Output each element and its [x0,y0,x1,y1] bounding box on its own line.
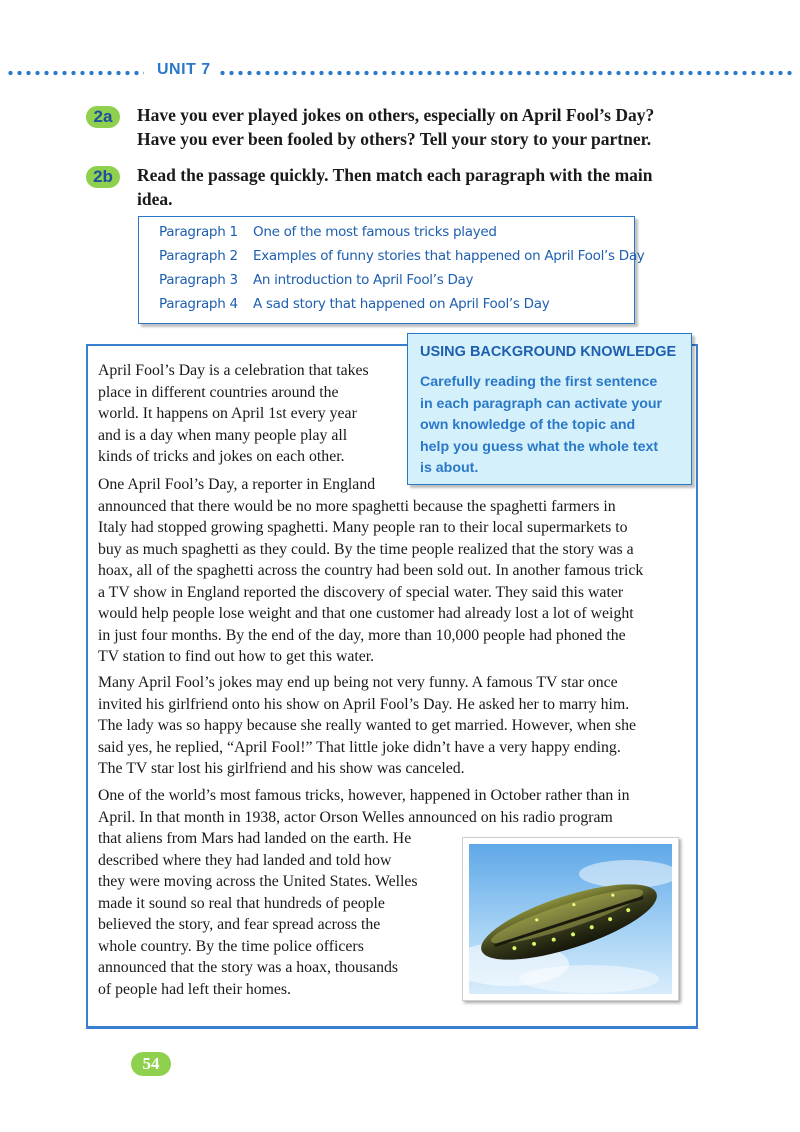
task-badge-2b: 2b [86,166,120,188]
passage-paragraph-2 [98,474,643,668]
passage-line: world. It happens on April 1st every year [98,405,357,422]
passage-line: The TV star lost his girlfriend and his show was canceled. [98,760,465,777]
match-paragraph-label: Paragraph 4 [159,296,238,312]
passage-line: that aliens from Mars had landed on the earth. He [98,830,412,847]
passage-line: of people had left their homes. [98,980,292,998]
passage-line: April. In that month in 1938, actor Orson Welles announced on his radio program [98,808,613,826]
passage-line: believed the story, and fear spread across the [98,916,381,933]
tip-line: Carefully reading the first sentence [420,374,658,390]
ufo-picture [469,844,672,994]
match-row [159,248,645,272]
passage-line: kinds of tricks and jokes on each other. [98,448,345,465]
passage-line: a TV show in England reported the discovery of special water. They said this water [98,583,624,601]
task-2a-text [137,103,717,151]
passage-line: would help people lose weight and that one customer had already lost a lot of weight [98,605,634,622]
passage-line: made it sound so real that hundreds of people [98,894,385,912]
passage-line: The lady was so happy because she really wanted to get married. However, when she [98,717,637,734]
tip-body [420,372,685,480]
passage-line: Many April Fool’s jokes may end up being not very funny. A famous TV star once [98,674,618,691]
passage-line: One April Fool’s Day, a reporter in England [98,476,376,493]
passage-line: announced that the story was a hoax, thousands [98,959,399,976]
unit-title: UNIT 7 [157,61,211,78]
task-badge-2a: 2a [86,106,120,128]
ufo-illustration [462,837,679,1001]
passage-line: buy as much spaghetti as they could. By the time people realized that the story was a [98,540,634,558]
passage-paragraph-1 [98,360,369,468]
passage-paragraph-3 [98,672,636,780]
match-idea: One of the most famous tricks played [253,224,497,240]
passage-line: whole country. By the time police officers [98,937,364,955]
tip-line: help you guess what the whole text [420,438,659,455]
passage-line: place in different countries around the [98,383,339,401]
match-idea: A sad story that happened on April Fool’s Day [253,296,550,312]
task-2b-text [137,163,717,211]
passage-line: April Fool’s Day is a celebration that takes [98,362,369,379]
tip-title: USING BACKGROUND KNOWLEDGE [420,344,677,360]
header-dots-left [6,70,144,76]
match-row [159,224,497,248]
passage-line: announced that there would be no more spaghetti because the spaghetti farmers in [98,497,616,515]
passage-line: in just four months. By the end of the day, more than 10,000 people had phoned the [98,626,626,644]
passage-line: described where they had landed and told how [98,851,392,869]
passage-line: Italy had stopped growing spaghetti. Many people ran to their local supermarkets to [98,519,628,536]
passage-line: One of the world’s most famous tricks, however, happened in October rather than in [98,787,630,804]
page-number: 54 [131,1052,171,1076]
task-2b-line: idea. [137,189,173,209]
match-table [138,216,645,324]
passage-line: and is a day when many people play all [98,426,348,444]
tip-line: in each paragraph can activate your [420,395,663,412]
match-paragraph-label: Paragraph 1 [159,224,238,240]
task-2b-line: Read the passage quickly. Then match each paragraph with the main [137,165,653,185]
passage-line: they were moving across the United States. Welles [98,873,418,890]
reading-tip-box [407,333,692,485]
match-row [159,272,473,296]
passage-line: invited his girlfriend onto his show on April Fool’s Day. He asked her to marry him. [98,695,630,713]
match-idea: An introduction to April Fool’s Day [253,272,474,288]
match-paragraph-label: Paragraph 3 [159,272,238,288]
tip-line: is about. [420,460,479,476]
match-paragraph-label: Paragraph 2 [159,248,238,264]
task-2a-line: Have you ever been fooled by others? Tell your story to your partner. [137,129,652,149]
match-idea: Examples of funny stories that happened on April Fool’s Day [253,248,645,264]
header-dots-right [218,70,794,76]
tip-line: own knowledge of the topic and [420,417,636,433]
passage-line: said yes, he replied, “April Fool!” That little joke didn’t have a very happy ending. [98,738,621,756]
passage-line: TV station to find out how to get this water. [98,648,375,665]
task-2a-line: Have you ever played jokes on others, especially on April Fool’s Day? [137,105,655,125]
passage-line: hoax, all of the spaghetti across the country had been sold out. In another famous trick [98,562,644,579]
match-row [159,296,549,320]
